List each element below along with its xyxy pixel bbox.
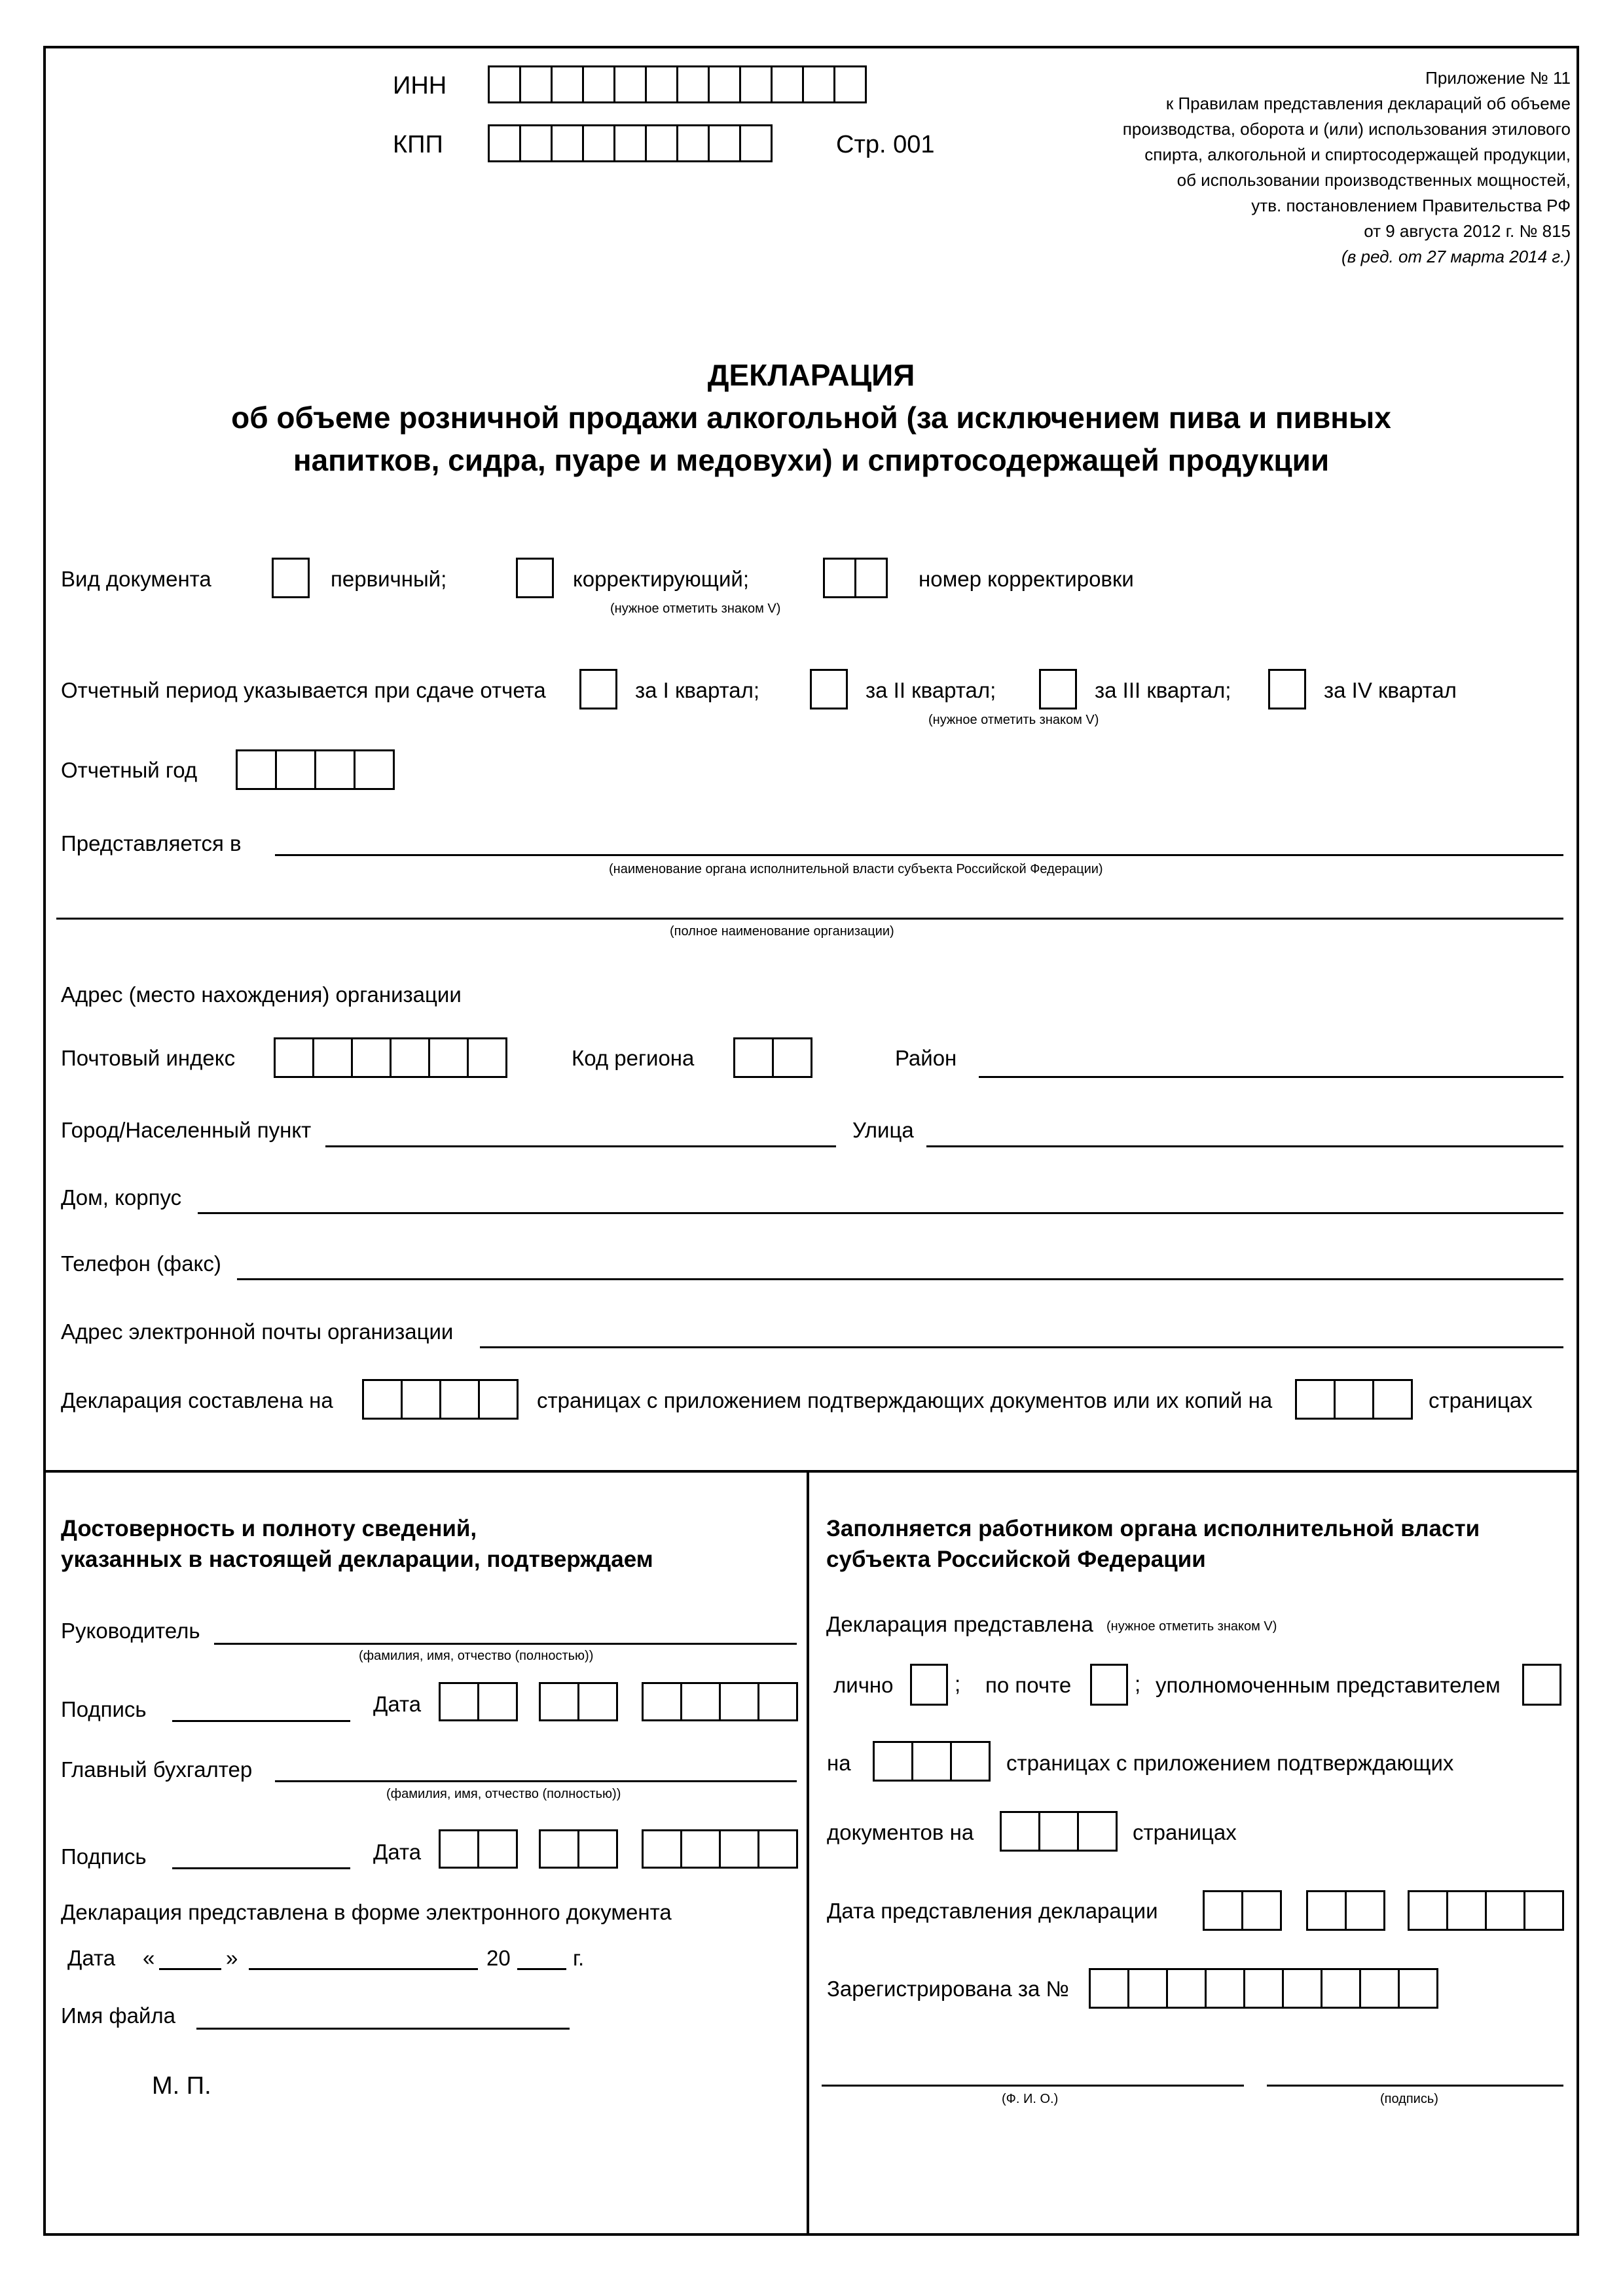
postal-code-cells[interactable] bbox=[274, 1037, 507, 1078]
q1-label: за I квартал; bbox=[635, 678, 760, 702]
appendix-reference: Приложение № 11 к Правилам представления деклараций об объеме производства, оборота и (или) использования этилового спирта, алкогольной и спиртосодержащей продукции, об использовании производственных мощностей, утв. постановлением Правительства РФ от 9 августа 2012 г. № 815 (в ред. от 27 марта 2014 г.) bbox=[1122, 68, 1571, 266]
electronic-month-line[interactable] bbox=[249, 1968, 478, 1970]
corrective-checkbox[interactable] bbox=[516, 558, 554, 598]
file-name-label: Имя файла bbox=[61, 2003, 175, 2028]
head-signature-label: Подпись bbox=[61, 1697, 147, 1721]
head-date-year-cells[interactable] bbox=[642, 1682, 798, 1721]
district-label: Район bbox=[895, 1046, 957, 1070]
email-line[interactable] bbox=[480, 1346, 1563, 1348]
inn-label: ИНН bbox=[393, 72, 447, 99]
org-name-hint: (полное наименование организации) bbox=[670, 924, 894, 939]
submitted-method-label: Декларация представлена bbox=[826, 1612, 1093, 1636]
pages-label-3: страницах bbox=[1429, 1388, 1533, 1412]
quote-open: « bbox=[143, 1946, 155, 1970]
address-heading: Адрес (место нахождения) организации bbox=[61, 982, 462, 1007]
registration-number-cells[interactable] bbox=[1089, 1968, 1438, 2009]
representative-label: уполномоченным представителем bbox=[1156, 1673, 1501, 1697]
submitted-to-line[interactable] bbox=[275, 854, 1563, 856]
accountant-signature-line[interactable] bbox=[172, 1867, 350, 1869]
email-label: Адрес электронной почты организации bbox=[61, 1319, 454, 1344]
accountant-signature-label: Подпись bbox=[61, 1844, 147, 1869]
phone-line[interactable] bbox=[237, 1278, 1563, 1280]
period-label: Отчетный период указывается при сдаче отчета bbox=[61, 678, 546, 702]
house-label: Дом, корпус bbox=[61, 1185, 182, 1210]
in-person-label: лично bbox=[833, 1673, 894, 1697]
phone-label: Телефон (факс) bbox=[61, 1251, 221, 1276]
corrective-label: корректирующий; bbox=[573, 567, 749, 591]
confirm-heading-2: указанных в настоящей декларации, подтверждаем bbox=[61, 1547, 653, 1572]
q2-checkbox[interactable] bbox=[810, 669, 848, 709]
by-mail-checkbox[interactable] bbox=[1090, 1664, 1128, 1706]
head-date-day-cells[interactable] bbox=[439, 1682, 518, 1721]
q3-label: за III квартал; bbox=[1095, 678, 1231, 702]
primary-label: первичный; bbox=[331, 567, 447, 591]
region-code-cells[interactable] bbox=[733, 1037, 812, 1078]
official-pages-cells[interactable] bbox=[873, 1741, 991, 1782]
correction-number-label: номер корректировки bbox=[919, 567, 1134, 591]
house-line[interactable] bbox=[198, 1212, 1563, 1214]
pages-label-2: страницах с приложением подтверждающих документов или их копий на bbox=[537, 1388, 1273, 1412]
document-subtitle-2: напитков, сидра, пуаре и медовухи) и спиртосодержащей продукции bbox=[293, 443, 1330, 477]
official-signature-hint: (подпись) bbox=[1380, 2092, 1438, 2106]
submitted-method-hint: (нужное отметить знаком V) bbox=[1106, 1619, 1277, 1634]
doc-type-label: Вид документа bbox=[61, 567, 211, 591]
head-fio-hint: (фамилия, имя, отчество (полностью)) bbox=[359, 1649, 594, 1663]
q4-label: за IV квартал bbox=[1324, 678, 1457, 702]
in-person-semicolon: ; bbox=[955, 1672, 961, 1696]
electronic-date-label: Дата bbox=[67, 1946, 116, 1970]
submission-date-month-cells[interactable] bbox=[1306, 1890, 1385, 1931]
representative-checkbox[interactable] bbox=[1522, 1664, 1561, 1706]
electronic-year-line[interactable] bbox=[517, 1968, 566, 1970]
official-heading-2: субъекта Российской Федерации bbox=[826, 1547, 1206, 1572]
by-mail-label: по почте bbox=[985, 1673, 1072, 1697]
pages-cells[interactable] bbox=[362, 1379, 519, 1420]
century-label: 20 bbox=[486, 1946, 511, 1970]
city-line[interactable] bbox=[325, 1145, 836, 1147]
q2-label: за II квартал; bbox=[866, 678, 996, 702]
head-name-line[interactable] bbox=[214, 1643, 797, 1645]
postal-code-label: Почтовый индекс bbox=[61, 1046, 236, 1070]
document-title: ДЕКЛАРАЦИЯ bbox=[707, 358, 915, 392]
official-pages-label: страницах bbox=[1133, 1820, 1237, 1844]
electronic-day-line[interactable] bbox=[159, 1968, 221, 1970]
year-label: Отчетный год bbox=[61, 758, 198, 782]
submitted-to-hint: (наименование органа исполнительной власти субъекта Российской Федерации) bbox=[609, 862, 1103, 876]
panel-divider-horizontal bbox=[43, 1470, 1579, 1473]
accountant-date-label: Дата bbox=[373, 1840, 422, 1864]
by-mail-semicolon: ; bbox=[1135, 1672, 1141, 1696]
district-line[interactable] bbox=[979, 1076, 1563, 1078]
file-name-line[interactable] bbox=[196, 2028, 570, 2030]
submission-date-label: Дата представления декларации bbox=[827, 1899, 1158, 1923]
electronic-label: Декларация представлена в форме электронного документа bbox=[61, 1900, 672, 1924]
registered-label: Зарегистрирована за № bbox=[827, 1977, 1069, 2001]
accountant-fio-hint: (фамилия, имя, отчество (полностью)) bbox=[386, 1787, 621, 1801]
on-label: на bbox=[827, 1751, 851, 1775]
confirm-heading-1: Достоверность и полноту сведений, bbox=[61, 1516, 477, 1541]
docs-on-label: документов на bbox=[827, 1820, 974, 1844]
page-number: Стр. 001 bbox=[836, 131, 935, 158]
accountant-name-line[interactable] bbox=[275, 1780, 797, 1782]
street-line[interactable] bbox=[926, 1145, 1563, 1147]
kpp-label: КПП bbox=[393, 131, 443, 158]
region-code-label: Код региона bbox=[572, 1046, 695, 1070]
year-suffix: г. bbox=[573, 1946, 585, 1970]
doc-type-hint: (нужное отметить знаком V) bbox=[610, 601, 781, 616]
official-signature-line[interactable] bbox=[1267, 2085, 1563, 2087]
pages-label-1: Декларация составлена на bbox=[61, 1388, 333, 1412]
head-date-label: Дата bbox=[373, 1692, 422, 1716]
accountant-date-day-cells[interactable] bbox=[439, 1829, 518, 1869]
q4-checkbox[interactable] bbox=[1268, 669, 1306, 709]
period-hint: (нужное отметить знаком V) bbox=[928, 713, 1099, 727]
official-fio-hint: (Ф. И. О.) bbox=[1002, 2092, 1059, 2106]
quote-close: » bbox=[226, 1946, 238, 1970]
inn-cells[interactable] bbox=[488, 65, 867, 103]
head-label: Руководитель bbox=[61, 1619, 200, 1643]
street-label: Улица bbox=[852, 1118, 914, 1142]
accountant-date-month-cells[interactable] bbox=[539, 1829, 618, 1869]
submitted-to-label: Представляется в bbox=[61, 831, 242, 855]
accountant-label: Главный бухгалтер bbox=[61, 1757, 253, 1782]
org-name-line[interactable] bbox=[56, 918, 1563, 920]
head-signature-line[interactable] bbox=[172, 1720, 350, 1722]
attachment-pages-cells[interactable] bbox=[1295, 1379, 1413, 1420]
accountant-date-year-cells[interactable] bbox=[642, 1829, 798, 1869]
official-heading-1: Заполняется работником органа исполнительной власти bbox=[826, 1516, 1480, 1541]
submission-date-day-cells[interactable] bbox=[1203, 1890, 1282, 1931]
submission-date-year-cells[interactable] bbox=[1408, 1890, 1564, 1931]
panel-divider-vertical bbox=[807, 1470, 809, 2236]
kpp-cells[interactable] bbox=[488, 124, 773, 162]
pages-with-label: страницах с приложением подтверждающих bbox=[1006, 1751, 1454, 1775]
city-label: Город/Населенный пункт bbox=[61, 1118, 312, 1142]
year-cells[interactable] bbox=[236, 749, 395, 790]
q3-checkbox[interactable] bbox=[1039, 669, 1077, 709]
document-subtitle-1: об объеме розничной продажи алкогольной (за исключением пива и пивных bbox=[231, 401, 1391, 435]
primary-checkbox[interactable] bbox=[272, 558, 310, 598]
q1-checkbox[interactable] bbox=[579, 669, 617, 709]
official-fio-line[interactable] bbox=[822, 2085, 1244, 2087]
official-docs-cells[interactable] bbox=[1000, 1811, 1118, 1852]
head-date-month-cells[interactable] bbox=[539, 1682, 618, 1721]
correction-number-cells[interactable] bbox=[823, 558, 888, 598]
stamp-label: М. П. bbox=[152, 2072, 211, 2100]
in-person-checkbox[interactable] bbox=[910, 1664, 948, 1706]
